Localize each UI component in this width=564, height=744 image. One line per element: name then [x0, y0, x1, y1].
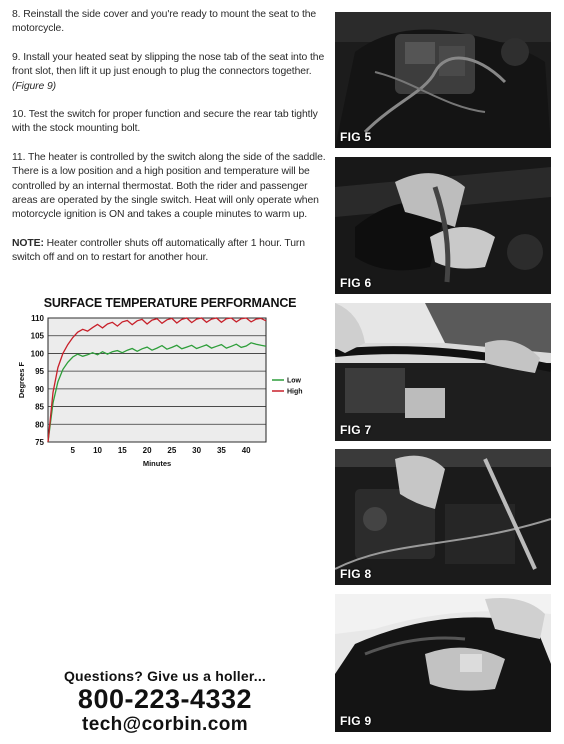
step-8-text: 8. Reinstall the side cover and you're ready to mount the seat to the motorcycle. [12, 9, 317, 35]
step-9 [12, 51, 328, 94]
figure-5-label: FIG 5 [340, 130, 372, 144]
figure-7-photo [335, 303, 551, 441]
y-tick-label: 105 [30, 331, 44, 341]
note-text: Heater controller shuts off automatically after 1 hour. Turn switch off and on to restart for another hour. [12, 237, 305, 264]
x-tick-label: 5 [70, 446, 75, 455]
contact-block [40, 668, 290, 736]
y-axis-label: Degrees F [17, 361, 26, 399]
step-10-text: 10. Test the switch for proper function and secure the rear tab tightly with the stock mounting bolt. [12, 109, 318, 135]
step-10 [12, 108, 328, 137]
contact-question: Questions? Give us a holler... [63, 668, 267, 684]
chart-canvas [14, 310, 326, 480]
step-11 [12, 151, 328, 223]
y-tick-label: 75 [35, 438, 44, 447]
figure-reference: (Figure 9) [12, 80, 57, 92]
step-8 [12, 8, 328, 37]
y-tick-label: 85 [35, 402, 44, 412]
figure-9-photo [335, 594, 551, 732]
y-tick-label: 95 [35, 367, 44, 377]
x-tick-label: 15 [117, 446, 127, 455]
note-label: NOTE: [12, 237, 44, 249]
figure-6-photo [335, 157, 551, 294]
step-9-text: 9. Install your heated seat by slipping the nose tab of the seat into the front slot, then lift it up just enough to plug the connectors together. [12, 51, 325, 78]
figure-8-label: FIG 8 [340, 567, 372, 581]
figure-9-label: FIG 9 [340, 714, 372, 728]
note [12, 237, 328, 266]
figure-9-image [335, 594, 551, 732]
figure-5-image [335, 12, 551, 148]
temperature-chart [14, 296, 326, 482]
x-axis-label: Minutes [142, 459, 172, 468]
x-tick-label: 30 [192, 446, 202, 455]
figure-7-image [335, 303, 551, 441]
instructions [12, 8, 328, 280]
x-tick-label: 25 [167, 446, 177, 455]
legend-label-low: Low [287, 377, 301, 385]
step-11-text: 11. The heater is controlled by the switch along the side of the saddle. There is a low position and a high position and temperature will be controlled by an internal thermostat. Both the rider and passenger areas are operated by the single switch. Heat will only operate when motorcycle ignition is ON and takes a couple minutes to warm up. [12, 151, 326, 221]
x-tick-label: 20 [142, 446, 152, 455]
x-tick-label: 40 [241, 446, 251, 455]
contact-phone[interactable]: 800-223-4332 [77, 684, 253, 714]
figure-8-image [335, 449, 551, 585]
figure-8-photo [335, 449, 551, 585]
contact-email[interactable]: tech@corbin.com [82, 714, 248, 735]
y-tick-label: 110 [31, 314, 44, 323]
legend-label-high: High [287, 388, 303, 396]
figure-5-photo [335, 12, 551, 148]
figure-6-image [335, 157, 551, 294]
y-tick-label: 90 [35, 384, 44, 394]
y-tick-label: 80 [35, 420, 44, 430]
x-tick-label: 35 [216, 446, 226, 455]
chart-title: SURFACE TEMPERATURE PERFORMANCE [43, 296, 297, 310]
figure-6-label: FIG 6 [340, 276, 372, 290]
y-tick-label: 100 [30, 349, 44, 359]
plot-area [48, 318, 266, 442]
x-tick-label: 10 [93, 446, 102, 455]
figure-7-label: FIG 7 [340, 423, 372, 437]
